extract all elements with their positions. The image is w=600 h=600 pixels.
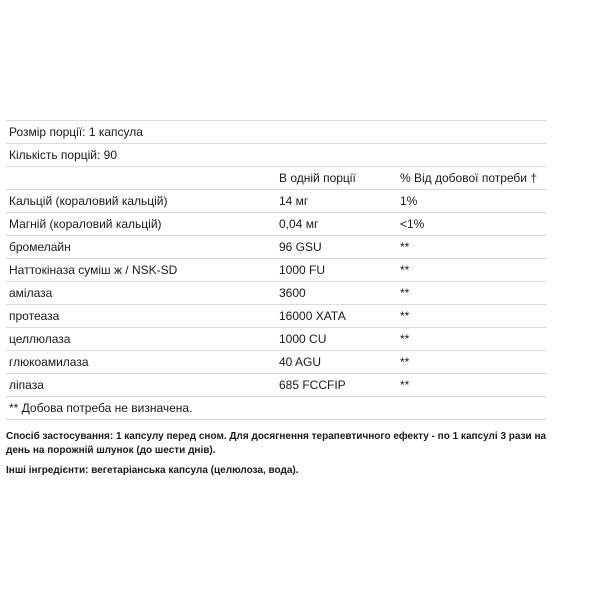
table-row [6, 213, 547, 236]
footnote-row [6, 397, 547, 420]
footnote: ** Добова потреба не визначена. [6, 397, 547, 420]
table-row [6, 305, 547, 328]
table-row [6, 259, 547, 282]
nutrient-daily-value: ** [396, 351, 547, 374]
usage-label: Спосіб застосування: [6, 431, 114, 442]
ingredients-label: Інші інгредієнти: [6, 465, 89, 476]
header-row [6, 167, 547, 190]
nutrient-amount: 14 мг [275, 190, 396, 213]
nutrient-amount: 16000 ХАТА [275, 305, 396, 328]
table-row [6, 351, 547, 374]
notes-section [6, 430, 566, 484]
nutrient-amount: 0,04 мг [275, 213, 396, 236]
ingredients-paragraph [6, 464, 566, 478]
nutrient-daily-value: ** [396, 374, 547, 397]
header-nutrient [6, 167, 275, 190]
nutrient-daily-value: ** [396, 259, 547, 282]
serving-size: Розмір порції: 1 капсула [6, 121, 547, 144]
nutrient-daily-value: ** [396, 236, 547, 259]
nutrient-name: Кальцій (кораловий кальцій) [6, 190, 275, 213]
nutrient-name: протеаза [6, 305, 275, 328]
nutrient-name: амілаза [6, 282, 275, 305]
nutrient-name: бромелайн [6, 236, 275, 259]
nutrient-daily-value: ** [396, 328, 547, 351]
table-row [6, 374, 547, 397]
nutrient-amount: 1000 CU [275, 328, 396, 351]
serving-count-row [6, 144, 547, 167]
header-per-serving: В одній порції [275, 167, 396, 190]
nutrient-name: ліпаза [6, 374, 275, 397]
table-row [6, 282, 547, 305]
supplement-facts-table [6, 120, 547, 420]
nutrient-amount: 3600 [275, 282, 396, 305]
nutrient-daily-value: ** [396, 305, 547, 328]
nutrient-name: Наттокіназа суміш ж / NSK-SD [6, 259, 275, 282]
nutrient-amount: 1000 FU [275, 259, 396, 282]
nutrient-daily-value: ** [396, 282, 547, 305]
nutrient-amount: 685 FCCFIP [275, 374, 396, 397]
ingredients-text: вегетаріанська капсула (целюлоза, вода). [88, 465, 299, 476]
nutrient-name: глюкоамилаза [6, 351, 275, 374]
header-daily-value: % Від добової потреби † [396, 167, 547, 190]
serving-count: Кількість порцій: 90 [6, 144, 547, 167]
nutrient-name: Магній (кораловий кальцій) [6, 213, 275, 236]
serving-size-row [6, 121, 547, 144]
usage-text: 1 капсулу перед сном. Для досягнення терапевтичного ефекту - по 1 капсулі 3 рази на день на порожній шлунок (до шести днів). [6, 431, 547, 456]
nutrient-daily-value: 1% [396, 190, 547, 213]
nutrient-name: целлюлаза [6, 328, 275, 351]
usage-paragraph [6, 430, 566, 458]
table-row [6, 328, 547, 351]
nutrient-amount: 40 AGU [275, 351, 396, 374]
nutrient-amount: 96 GSU [275, 236, 396, 259]
nutrient-daily-value: <1% [396, 213, 547, 236]
table-row [6, 190, 547, 213]
table-row [6, 236, 547, 259]
